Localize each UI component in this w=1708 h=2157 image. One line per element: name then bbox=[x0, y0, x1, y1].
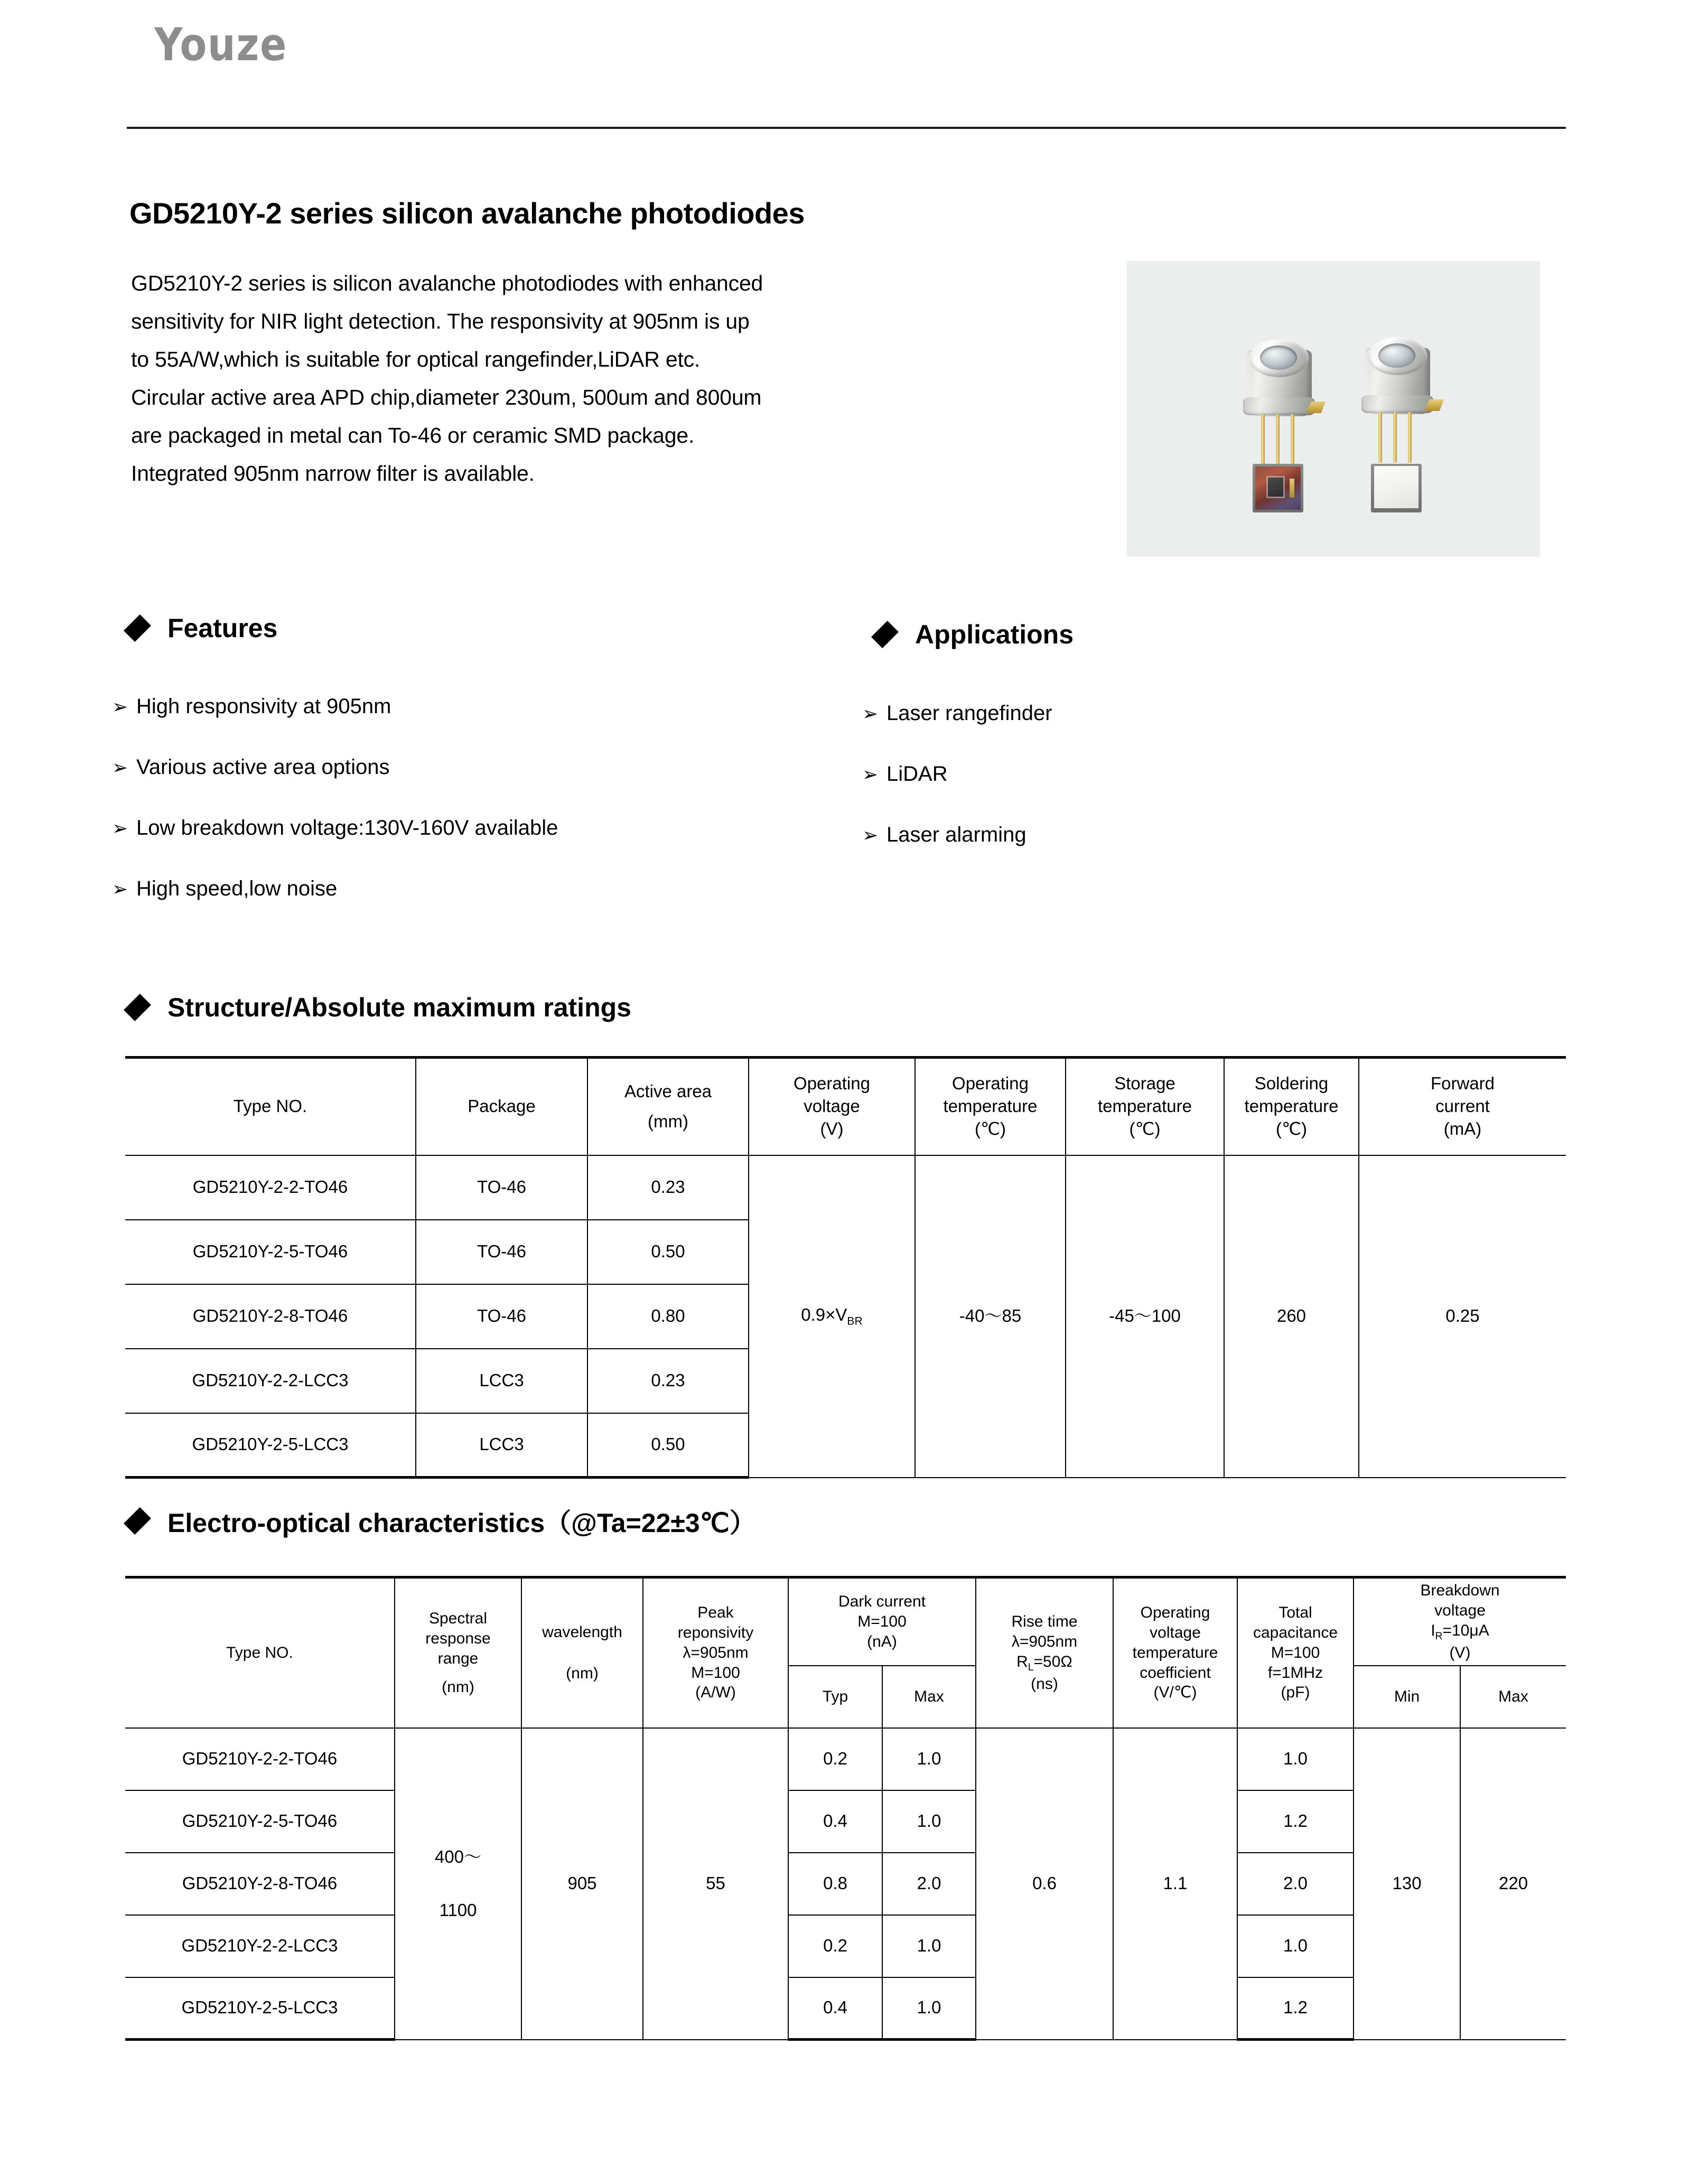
cell-dark-current-typ: 0.4 bbox=[788, 1790, 882, 1853]
intro-paragraph bbox=[131, 264, 945, 492]
list-item bbox=[862, 823, 1496, 847]
list-item-label: Laser alarming bbox=[886, 823, 1026, 846]
col-bv-l4: (V) bbox=[1449, 1644, 1471, 1661]
cell-dark-current-typ: 0.2 bbox=[788, 1728, 882, 1790]
col-operating-voltage-l1: Operating bbox=[794, 1073, 870, 1094]
diamond-bullet-icon bbox=[871, 621, 899, 648]
col-spectral-l1: Spectral bbox=[428, 1610, 488, 1628]
cell-type-no: GD5210Y-2-2-TO46 bbox=[125, 1728, 395, 1790]
cell-dark-current-max: 1.0 bbox=[882, 1915, 976, 1977]
col-bv-l3-prefix: I bbox=[1431, 1621, 1435, 1639]
can-pin bbox=[1378, 412, 1382, 463]
col-rise-l1: Rise time bbox=[1011, 1613, 1078, 1630]
diamond-bullet-icon bbox=[124, 1507, 151, 1535]
cell-spectral-response-range bbox=[395, 1728, 521, 2040]
col-rise-l3-sub: L bbox=[1028, 1661, 1034, 1673]
col-rise-l4: (ns) bbox=[1031, 1675, 1058, 1693]
cell-active-area: 0.50 bbox=[587, 1413, 749, 1478]
col-soldering-temperature bbox=[1224, 1058, 1359, 1155]
can-pin bbox=[1408, 412, 1412, 463]
cell-total-capacitance: 2.0 bbox=[1237, 1853, 1354, 1915]
col-spectral-l2: response bbox=[425, 1629, 491, 1647]
cell-type-no: GD5210Y-2-5-LCC3 bbox=[125, 1977, 395, 2040]
cell-soldering-temperature: 260 bbox=[1224, 1155, 1359, 1478]
cell-type-no: GD5210Y-2-5-TO46 bbox=[125, 1220, 416, 1284]
col-operating-temperature-l3: (℃) bbox=[974, 1119, 1006, 1139]
col-cap-l4: f=1MHz bbox=[1267, 1664, 1323, 1682]
list-item bbox=[862, 762, 1496, 786]
can-pin bbox=[1393, 412, 1397, 463]
cell-dark-current-max: 1.0 bbox=[882, 1728, 976, 1790]
col-opvtc-l1: Operating bbox=[1140, 1604, 1210, 1622]
col-forward-current-l2: current bbox=[1435, 1096, 1490, 1116]
ratings-heading-label: Structure/Absolute maximum ratings bbox=[167, 993, 631, 1022]
col-operating-voltage-l2: voltage bbox=[804, 1096, 860, 1116]
col-type-no: Type NO. bbox=[125, 1577, 395, 1728]
cell-type-no: GD5210Y-2-8-TO46 bbox=[125, 1853, 395, 1915]
col-spectral-response-range bbox=[395, 1577, 521, 1728]
intro-line: Circular active area APD chip,diameter 230um, 500um and 800um bbox=[131, 385, 762, 409]
col-spectral-l3: range bbox=[437, 1649, 479, 1667]
bond-wire bbox=[1290, 479, 1294, 498]
can-aperture bbox=[1378, 343, 1415, 368]
col-cap-l3: M=100 bbox=[1271, 1644, 1320, 1661]
company-logo: Youze bbox=[154, 18, 288, 71]
features-heading-label: Features bbox=[167, 613, 278, 643]
table-row bbox=[125, 1155, 1566, 1220]
col-peak-l4: M=100 bbox=[691, 1664, 740, 1682]
col-storage-temperature-l3: (℃) bbox=[1129, 1119, 1161, 1139]
col-rise-l3-suffix: =50Ω bbox=[1033, 1652, 1072, 1670]
cell-breakdown-voltage-max: 220 bbox=[1460, 1728, 1566, 2040]
can-aperture bbox=[1260, 346, 1297, 370]
absolute-maximum-ratings-table bbox=[125, 1056, 1566, 1479]
table-row bbox=[125, 1915, 1566, 1977]
spectral-range-l2: 1100 bbox=[439, 1900, 477, 1920]
cell-forward-current: 0.25 bbox=[1359, 1155, 1566, 1478]
col-dark-l2: M=100 bbox=[857, 1612, 907, 1630]
list-item-label: Various active area options bbox=[136, 755, 390, 779]
to46-package-right bbox=[1360, 333, 1434, 428]
intro-line: are packaged in metal can To-46 or ceramic SMD package. bbox=[131, 423, 695, 447]
product-photo bbox=[1127, 261, 1540, 557]
col-opvtc-l3: temperature bbox=[1132, 1644, 1218, 1661]
features-list bbox=[112, 695, 852, 901]
operating-voltage-subscript: BR bbox=[847, 1315, 863, 1328]
table-header-row bbox=[125, 1577, 1566, 1666]
cell-type-no: GD5210Y-2-2-LCC3 bbox=[125, 1915, 395, 1977]
col-operating-temperature-l1: Operating bbox=[952, 1073, 1029, 1094]
col-operating-voltage-l3: (V) bbox=[820, 1119, 844, 1139]
cell-package: TO-46 bbox=[416, 1284, 587, 1349]
col-dark-l1: Dark current bbox=[838, 1593, 926, 1611]
col-dark-current-typ: Typ bbox=[788, 1666, 882, 1728]
col-cap-l5: (pF) bbox=[1281, 1684, 1310, 1702]
col-active-area bbox=[587, 1058, 749, 1155]
cell-active-area: 0.23 bbox=[587, 1155, 749, 1220]
cell-total-capacitance: 1.0 bbox=[1237, 1728, 1354, 1790]
cell-type-no: GD5210Y-2-5-TO46 bbox=[125, 1790, 395, 1853]
col-cap-l1: Total bbox=[1278, 1604, 1312, 1622]
cell-package: TO-46 bbox=[416, 1155, 587, 1220]
list-item-label: High speed,low noise bbox=[136, 877, 338, 900]
col-bv-l3-sub: R bbox=[1435, 1630, 1443, 1642]
list-item bbox=[112, 816, 852, 840]
intro-line: to 55A/W,which is suitable for optical rangefinder,LiDAR etc. bbox=[131, 347, 701, 371]
col-rise-l3-prefix: R bbox=[1016, 1652, 1028, 1670]
lcc3-package-chip bbox=[1253, 464, 1303, 512]
ratings-heading bbox=[129, 992, 631, 1023]
list-item bbox=[862, 702, 1496, 725]
col-peak-l3: λ=905nm bbox=[683, 1644, 749, 1661]
col-operating-voltage-temp-coefficient bbox=[1113, 1577, 1237, 1728]
col-spectral-l4: (nm) bbox=[442, 1678, 474, 1696]
cell-operating-temperature: -40～85 bbox=[915, 1155, 1066, 1478]
col-forward-current bbox=[1359, 1058, 1566, 1155]
eo-heading-label: Electro-optical characteristics（@Ta=22±3℃） bbox=[167, 1508, 756, 1538]
table-row bbox=[125, 1853, 1566, 1915]
col-cap-l2: capacitance bbox=[1253, 1624, 1338, 1642]
col-rise-time bbox=[976, 1577, 1113, 1728]
table-row bbox=[125, 1977, 1566, 2040]
can-flange bbox=[1243, 397, 1315, 415]
list-item bbox=[112, 877, 852, 901]
col-package: Package bbox=[416, 1058, 587, 1155]
cell-peak-responsivity: 55 bbox=[643, 1728, 788, 2040]
col-rise-l2: λ=905nm bbox=[1011, 1632, 1078, 1650]
col-soldering-temperature-l1: Soldering bbox=[1254, 1073, 1329, 1094]
col-operating-temperature-l2: temperature bbox=[943, 1096, 1038, 1116]
can-pin bbox=[1276, 414, 1280, 465]
cell-dark-current-typ: 0.4 bbox=[788, 1977, 882, 2040]
col-forward-current-l3: (mA) bbox=[1443, 1119, 1482, 1139]
cell-package: TO-46 bbox=[416, 1220, 587, 1284]
can-pin bbox=[1291, 414, 1294, 465]
cell-dark-current-max: 1.0 bbox=[882, 1977, 976, 2040]
col-peak-l2: reponsivity bbox=[677, 1624, 754, 1642]
applications-list bbox=[862, 702, 1496, 847]
cell-type-no: GD5210Y-2-5-LCC3 bbox=[125, 1413, 416, 1478]
col-opvtc-l5: (V/℃) bbox=[1153, 1684, 1197, 1702]
cell-package: LCC3 bbox=[416, 1413, 587, 1478]
page-header bbox=[0, 0, 1708, 132]
list-item bbox=[112, 695, 852, 718]
list-item-label: High responsivity at 905nm bbox=[136, 695, 391, 718]
lcc3-package-window bbox=[1371, 464, 1422, 512]
col-soldering-temperature-l3: (℃) bbox=[1275, 1119, 1308, 1139]
col-storage-temperature-l2: temperature bbox=[1098, 1096, 1192, 1116]
col-type-no: Type NO. bbox=[125, 1058, 416, 1155]
col-bv-l2: voltage bbox=[1434, 1601, 1486, 1619]
cell-storage-temperature: -45～100 bbox=[1066, 1155, 1224, 1478]
cell-total-capacitance: 1.0 bbox=[1237, 1915, 1354, 1977]
arrow-bullet-icon: ➢ bbox=[862, 703, 879, 724]
col-breakdown-voltage-max: Max bbox=[1460, 1666, 1566, 1728]
arrow-bullet-icon: ➢ bbox=[112, 817, 128, 839]
col-operating-voltage bbox=[749, 1058, 915, 1155]
can-pin bbox=[1261, 414, 1265, 465]
col-breakdown-voltage-min: Min bbox=[1354, 1666, 1460, 1728]
col-breakdown-voltage bbox=[1354, 1577, 1566, 1666]
cell-operating-voltage bbox=[749, 1155, 915, 1478]
col-total-capacitance bbox=[1237, 1577, 1354, 1728]
list-item-label: LiDAR bbox=[886, 762, 948, 786]
col-peak-l1: Peak bbox=[697, 1604, 734, 1622]
cell-dark-current-max: 2.0 bbox=[882, 1853, 976, 1915]
col-dark-current-max: Max bbox=[882, 1666, 976, 1728]
col-operating-temperature bbox=[915, 1058, 1066, 1155]
cell-dark-current-max: 1.0 bbox=[882, 1790, 976, 1853]
operating-voltage-value: 0.9×V bbox=[801, 1304, 847, 1324]
applications-heading bbox=[877, 619, 1074, 650]
col-forward-current-l1: Forward bbox=[1430, 1073, 1495, 1094]
eo-heading bbox=[129, 1502, 756, 1540]
cell-wavelength: 905 bbox=[521, 1728, 643, 2040]
spectral-range-l1: 400～ bbox=[434, 1846, 482, 1866]
col-dark-l3: (nA) bbox=[867, 1632, 897, 1650]
col-wavelength-l1: wavelength bbox=[542, 1623, 622, 1641]
features-heading bbox=[129, 613, 277, 643]
col-opvtc-l2: voltage bbox=[1150, 1624, 1201, 1642]
col-bv-l3-suffix: =10μA bbox=[1442, 1621, 1489, 1639]
intro-line: Integrated 905nm narrow filter is available. bbox=[131, 461, 535, 485]
list-item-label: Low breakdown voltage:130V-160V available bbox=[136, 816, 558, 839]
diamond-bullet-icon bbox=[124, 614, 151, 642]
cell-total-capacitance: 1.2 bbox=[1237, 1790, 1354, 1853]
applications-heading-label: Applications bbox=[915, 620, 1074, 649]
diamond-bullet-icon bbox=[124, 994, 151, 1021]
can-flange bbox=[1361, 395, 1433, 413]
cell-active-area: 0.50 bbox=[587, 1220, 749, 1284]
col-active-area-l2: (mm) bbox=[648, 1111, 688, 1131]
cell-breakdown-voltage-min: 130 bbox=[1354, 1728, 1460, 2040]
cell-type-no: GD5210Y-2-8-TO46 bbox=[125, 1284, 416, 1349]
cell-type-no: GD5210Y-2-2-LCC3 bbox=[125, 1349, 416, 1413]
col-storage-temperature bbox=[1066, 1058, 1224, 1155]
cell-dark-current-typ: 0.2 bbox=[788, 1915, 882, 1977]
arrow-bullet-icon: ➢ bbox=[112, 696, 128, 717]
cell-active-area: 0.23 bbox=[587, 1349, 749, 1413]
col-bv-l1: Breakdown bbox=[1420, 1582, 1500, 1599]
arrow-bullet-icon: ➢ bbox=[112, 757, 128, 778]
table-header-row bbox=[125, 1058, 1566, 1155]
header-divider bbox=[127, 127, 1566, 129]
cell-type-no: GD5210Y-2-2-TO46 bbox=[125, 1155, 416, 1220]
cell-active-area: 0.80 bbox=[587, 1284, 749, 1349]
cell-rise-time: 0.6 bbox=[976, 1728, 1113, 2040]
col-peak-l5: (A/W) bbox=[695, 1684, 736, 1702]
smd-window-glass bbox=[1374, 466, 1418, 508]
arrow-bullet-icon: ➢ bbox=[862, 763, 879, 785]
col-dark-current bbox=[788, 1577, 976, 1666]
arrow-bullet-icon: ➢ bbox=[862, 824, 879, 846]
table-row bbox=[125, 1728, 1566, 1790]
to46-package-left bbox=[1242, 335, 1316, 430]
col-wavelength bbox=[521, 1577, 643, 1728]
cell-dark-current-typ: 0.8 bbox=[788, 1853, 882, 1915]
cell-total-capacitance: 1.2 bbox=[1237, 1977, 1354, 2040]
list-item bbox=[112, 755, 852, 779]
col-active-area-l1: Active area bbox=[624, 1081, 712, 1101]
arrow-bullet-icon: ➢ bbox=[112, 878, 128, 900]
table-row bbox=[125, 1790, 1566, 1853]
list-item-label: Laser rangefinder bbox=[886, 702, 1052, 725]
cell-operating-voltage-temp-coefficient: 1.1 bbox=[1113, 1728, 1237, 2040]
intro-line: sensitivity for NIR light detection. The responsivity at 905nm is up bbox=[131, 309, 750, 333]
col-peak-responsivity bbox=[643, 1577, 788, 1728]
intro-line: GD5210Y-2 series is silicon avalanche photodiodes with enhanced bbox=[131, 271, 763, 295]
col-opvtc-l4: coefficient bbox=[1140, 1664, 1211, 1682]
electro-optical-characteristics-table bbox=[125, 1576, 1566, 2041]
col-storage-temperature-l1: Storage bbox=[1114, 1073, 1175, 1094]
page-title: GD5210Y-2 series silicon avalanche photodiodes bbox=[129, 197, 805, 230]
col-soldering-temperature-l2: temperature bbox=[1244, 1096, 1339, 1116]
col-wavelength-l2: (nm) bbox=[566, 1664, 599, 1682]
cell-package: LCC3 bbox=[416, 1349, 587, 1413]
